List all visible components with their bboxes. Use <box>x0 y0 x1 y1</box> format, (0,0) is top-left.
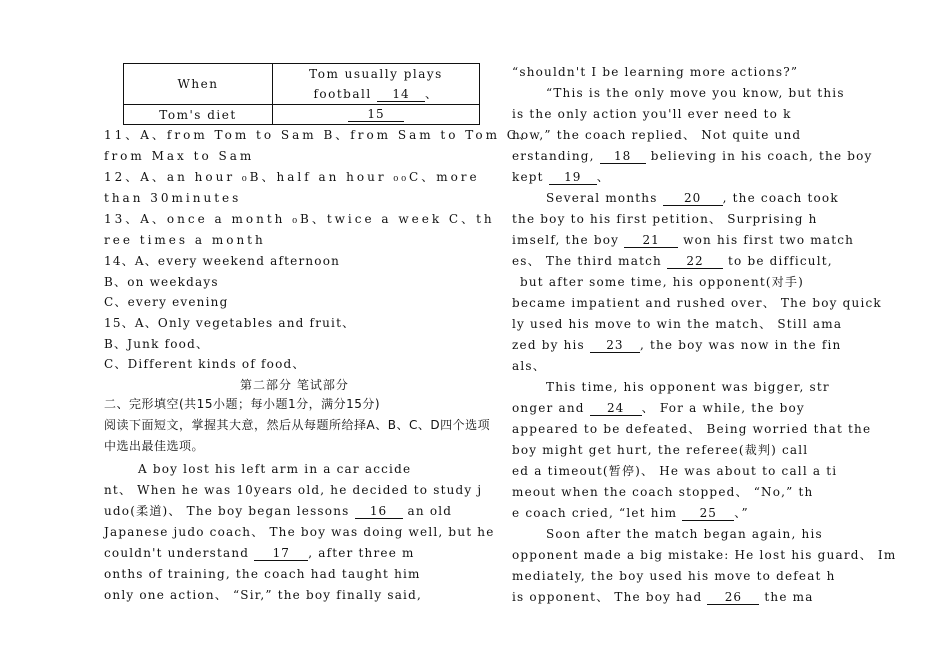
table-cell-diet-value <box>273 105 480 125</box>
passage-text: to be difficult, <box>727 254 833 268</box>
passage-line-5 <box>104 546 415 561</box>
section-heading: 第二部分 笔试部分 <box>240 378 349 392</box>
passage-line-6: onths of training, the coach had taught him <box>104 567 421 581</box>
passage-line-7: only one action、 “Sir,” the boy finally said, <box>104 588 422 602</box>
passage-r15: als、 <box>512 359 546 373</box>
passage-text: udo(柔道)、 The boy began lessons <box>104 504 350 518</box>
blank-15[interactable]: 15 <box>348 108 404 122</box>
passage-text: , after three m <box>308 546 415 560</box>
passage-r6 <box>512 170 610 185</box>
passage-r19: boy might get hurt, the referee(裁判) call <box>512 443 809 457</box>
q11-line-2: from Max to Sam <box>104 149 255 163</box>
passage-r5 <box>512 149 873 164</box>
blank-22[interactable]: 22 <box>667 255 723 269</box>
cloze-instruction-2: 中选出最佳选项。 <box>104 439 205 453</box>
blank-21[interactable]: 21 <box>624 234 678 248</box>
passage-r20: ed a timeout(暂停)、 He was about to call a ti <box>512 464 838 478</box>
table-label-diet: Tom's diet <box>159 107 237 122</box>
blank-26[interactable]: 26 <box>707 591 759 605</box>
passage-text: 、 <box>596 170 610 184</box>
blank-19[interactable]: 19 <box>549 171 597 185</box>
passage-r18: appeared to be defeated、 Being worried that the <box>512 422 872 436</box>
blank-25[interactable]: 25 <box>682 507 734 521</box>
q12-line-1: 12、A、an hour ₀B、half an hour ₀₀C、more <box>104 170 480 184</box>
blank-18[interactable]: 18 <box>600 150 646 164</box>
passage-line-4: Japanese judo coach、 The boy was doing well, but he <box>104 525 495 539</box>
q14-line-3: C、every evening <box>104 295 229 309</box>
passage-text: the ma <box>764 590 814 604</box>
passage-r24: opponent made a big mistake: He lost his guard、 Im <box>512 548 897 562</box>
passage-text: couldn't understand <box>104 546 250 560</box>
passage-text: Several months <box>546 191 658 205</box>
passage-r23: Soon after the match began again, his <box>546 527 823 541</box>
passage-text: kept <box>512 170 544 184</box>
passage-text: imself, the boy <box>512 233 620 247</box>
table-tail: 、 <box>425 87 439 101</box>
table-cell-when <box>124 64 273 105</box>
passage-line-1: A boy lost his left arm in a car accide <box>138 462 412 476</box>
passage-r17 <box>512 401 805 416</box>
passage-text: an old <box>407 504 453 518</box>
passage-text: es、 The third match <box>512 254 662 268</box>
cloze-title: 二、完形填空(共15小题；每小题1分，满分15分) <box>104 397 381 411</box>
passage-r9 <box>512 233 854 248</box>
cloze-instruction-1: 阅读下面短文，掌握其大意，然后从每题所给择A、B、C、D四个选项 <box>104 418 491 432</box>
q15-line-3: C、Different kinds of food、 <box>104 357 306 371</box>
q12-line-2: than 30minutes <box>104 191 242 205</box>
table-label-when: When <box>177 77 219 91</box>
q14-line-1: 14、A、every weekend afternoon <box>104 254 341 268</box>
table-text-b <box>273 84 479 104</box>
passage-text: onger and <box>512 401 585 415</box>
passage-r2: “This is the only move you know, but this <box>546 86 845 100</box>
passage-r14 <box>512 338 841 353</box>
passage-r4: now,” the coach replied、 Not quite und <box>512 128 802 142</box>
blank-24[interactable]: 24 <box>590 402 642 416</box>
passage-r11: but after some time, his opponent(对手) <box>520 275 805 289</box>
blank-20[interactable]: 20 <box>663 192 723 206</box>
blank-23[interactable]: 23 <box>590 339 640 353</box>
passage-text: , the coach took <box>722 191 839 205</box>
passage-r10 <box>512 254 833 269</box>
passage-r21: meout when the coach stopped、 “No,” th <box>512 485 814 499</box>
passage-r7 <box>546 191 839 206</box>
passage-text: erstanding, <box>512 149 595 163</box>
q15-line-2: B、Junk food、 <box>104 337 210 351</box>
passage-line-2: nt、 When he was 10years old, he decided to study j <box>104 483 483 497</box>
table-cell-when-value <box>273 64 480 105</box>
table-text-a: Tom usually plays <box>309 67 443 81</box>
passage-text: , the boy was now in the fin <box>639 338 842 352</box>
passage-text: zed by his <box>512 338 585 352</box>
passage-text: believing in his coach, the boy <box>650 149 873 163</box>
passage-text: is opponent、 The boy had <box>512 590 703 604</box>
passage-text: 、 For a while, the boy <box>641 401 805 415</box>
blank-16[interactable]: 16 <box>355 505 403 519</box>
passage-r22 <box>512 506 749 521</box>
q11-line-1: 11、A、from Tom to Sam B、from Sam to Tom C、 <box>104 128 534 142</box>
table-text-football: football <box>313 87 372 101</box>
passage-r25: mediately, the boy used his move to defeat h <box>512 569 836 583</box>
passage-r3: is the only action you'll ever need to k <box>512 107 792 121</box>
q15-line-1: 15、A、Only vegetables and fruit、 <box>104 316 356 330</box>
q13-line-2: ree times a month <box>104 233 266 247</box>
diet-table <box>123 63 480 125</box>
passage-r1: “shouldn't I be learning more actions?” <box>512 65 799 79</box>
q14-line-2: B、on weekdays <box>104 275 219 289</box>
passage-r12: became impatient and rushed over、 The boy quick <box>512 296 882 310</box>
blank-17[interactable]: 17 <box>254 547 308 561</box>
passage-text: 、” <box>734 506 749 520</box>
passage-text: won his first two match <box>683 233 855 247</box>
blank-14[interactable]: 14 <box>377 88 425 102</box>
passage-text: e coach cried, “let him <box>512 506 678 520</box>
passage-r8: the boy to his first petition、 Surprising h <box>512 212 818 226</box>
q13-line-1: 13、A、once a month ₀B、twice a week C、th <box>104 212 495 226</box>
passage-r13: ly used his move to win the match、 Still ama <box>512 317 843 331</box>
table-cell-diet <box>124 105 273 125</box>
passage-line-3 <box>104 504 452 519</box>
passage-r16: This time, his opponent was bigger, str <box>546 380 830 394</box>
passage-r26 <box>512 590 814 605</box>
